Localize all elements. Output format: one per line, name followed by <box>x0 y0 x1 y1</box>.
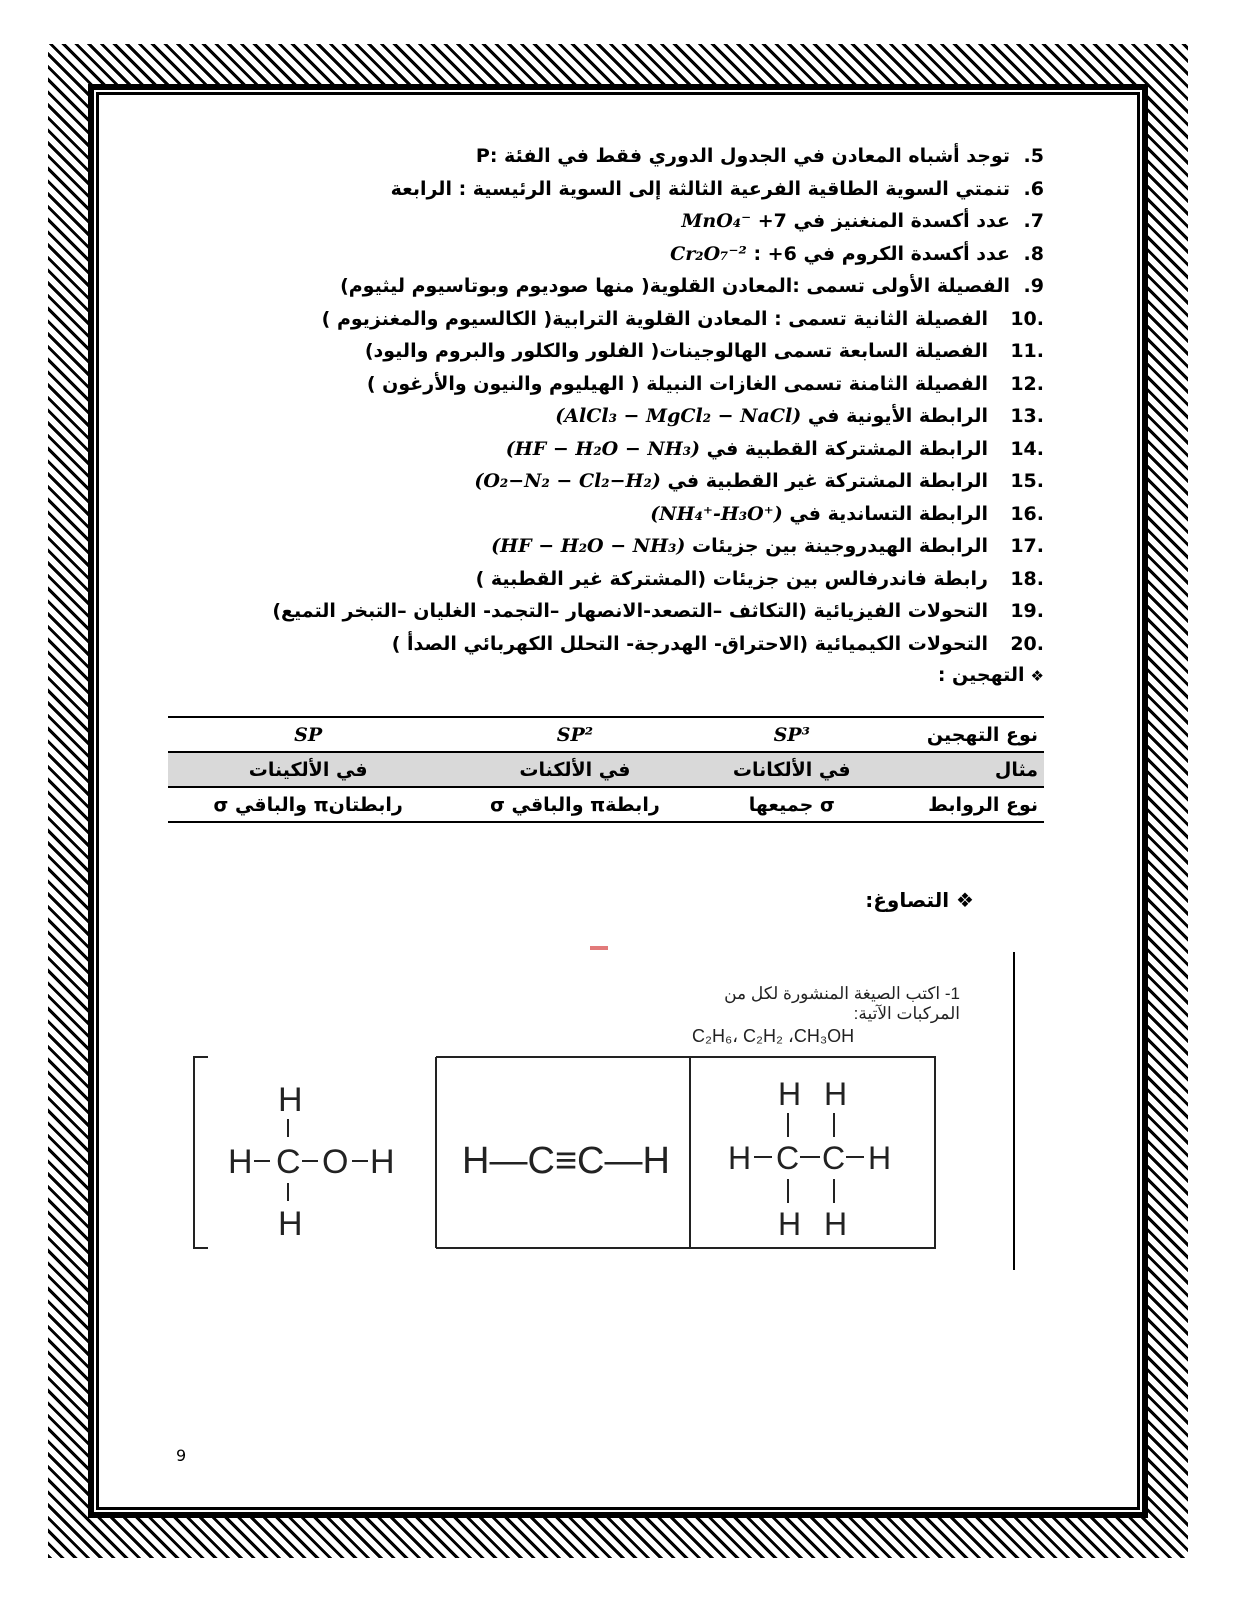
hybridization-heading: ❖التهجين : <box>937 664 1044 686</box>
list-item <box>170 400 1044 433</box>
item-number: 7. <box>1023 210 1044 232</box>
list-item <box>170 205 1044 238</box>
item-number: .17 <box>1010 535 1044 557</box>
item-formula: MnO₄⁻ <box>681 210 752 232</box>
structural-formulas <box>190 1055 936 1250</box>
item-formula: Cr₂O₇⁻² <box>670 242 747 265</box>
item-value: : +6 <box>753 242 797 265</box>
document-content <box>170 140 1044 691</box>
svg-text:O: O <box>322 1143 349 1181</box>
diamond-bullet-icon: ❖ <box>949 888 974 912</box>
methanol-structure <box>228 1081 395 1243</box>
svg-text:H: H <box>228 1143 253 1181</box>
item-formula: (HF − H₂O − NH₃) <box>491 535 686 557</box>
list-item <box>170 238 1044 271</box>
item-text: الرابطة المشتركة غير القطبية في <box>667 470 988 492</box>
svg-text:C: C <box>276 1143 301 1181</box>
item-number: .11 <box>1010 340 1044 362</box>
item-formula: (NH₄⁺-H₃O⁺) <box>650 502 783 525</box>
item-number: 9. <box>1023 275 1044 297</box>
table-row: نوع التهجين SP³ SP² SP <box>168 717 1044 752</box>
table-row: مثال في الألكانات في الألكنات في الألكينات <box>168 752 1044 787</box>
acetylene-structure: H—C≡C—H <box>462 1140 670 1182</box>
item-text: توجد أشباه المعادن في الجدول الدوري فقط في الفئة :P <box>475 145 1010 167</box>
svg-text:H: H <box>824 1206 848 1242</box>
item-number: 5. <box>1023 145 1044 167</box>
svg-text:H: H <box>278 1205 303 1243</box>
svg-text:H: H <box>824 1076 848 1112</box>
item-text: الرابطة الأيونية في <box>807 405 988 427</box>
svg-text:H: H <box>778 1206 802 1242</box>
list-item <box>170 595 1044 628</box>
list-item <box>170 465 1044 498</box>
svg-text:H: H <box>278 1081 303 1119</box>
item-text: التحولات الكيميائية (الاحتراق- الهدرجة- التحلل الكهربائي الصدأ ) <box>391 632 988 655</box>
item-formula: (HF − H₂O − NH₃) <box>505 437 700 460</box>
item-text: الفصيلة الأولى تسمى :المعادن القلوية( منها صوديوم وبوتاسيوم ليثيوم) <box>340 275 1010 297</box>
item-text: الفصيلة السابعة تسمى الهالوجينات( الفلور والكلور والبروم واليود) <box>364 340 988 362</box>
item-text: تنمتي السوية الطاقية الفرعية الثالثة إلى السوية الرئيسية : الرابعة <box>390 177 1010 200</box>
svg-text:H: H <box>868 1140 892 1176</box>
item-text: عدد أكسدة الكروم في <box>803 242 1010 265</box>
item-number: .19 <box>1010 600 1044 622</box>
item-text: الرابطة الهيدروجينة بين جزيئات <box>691 535 988 557</box>
item-value: +7 <box>757 210 787 232</box>
list-item <box>170 368 1044 401</box>
red-mark <box>590 946 608 950</box>
exercise-question: 1- اكتب الصيغة المنشورة لكل من المركبات الآتية: <box>724 984 960 1023</box>
svg-text:C: C <box>822 1140 846 1176</box>
vertical-rule <box>1013 952 1015 1270</box>
list-item <box>170 433 1044 466</box>
item-text: الرابطة المشتركة القطبية في <box>706 437 988 460</box>
item-number: .18 <box>1010 567 1044 590</box>
list-item <box>170 140 1044 173</box>
list-item <box>170 498 1044 531</box>
item-number: 8. <box>1023 242 1044 265</box>
item-formula: (AlCl₃ − MgCl₂ − NaCl) <box>555 405 802 427</box>
item-number: .10 <box>1010 307 1044 330</box>
list-item <box>170 563 1044 596</box>
list-item <box>170 335 1044 368</box>
item-number: .16 <box>1010 502 1044 525</box>
exercise-formulas: C₂H₆، C₂H₂ ،CH₃OH <box>692 1026 855 1046</box>
item-text: الفصيلة الثامنة تسمى الغازات النبيلة ( الهيليوم والنيون والأرغون ) <box>366 372 988 395</box>
item-number: 6. <box>1023 177 1044 200</box>
svg-text:C: C <box>776 1140 800 1176</box>
list-item <box>170 628 1044 661</box>
item-number: .13 <box>1010 405 1044 427</box>
item-number: .14 <box>1010 437 1044 460</box>
hybridization-table <box>168 716 1044 823</box>
list-item <box>170 303 1044 336</box>
page-number: 9 <box>176 1446 187 1465</box>
ethane-structure <box>728 1076 891 1242</box>
item-text: الفصيلة الثانية تسمى : المعادن القلوية الترابية( الكالسيوم والمغنزيوم ) <box>321 307 988 330</box>
table-row: نوع الروابط σ جميعها رابطةπ والباقي σ رابطتانπ والباقي σ <box>168 787 1044 822</box>
item-number: .12 <box>1010 372 1044 395</box>
facts-list <box>170 140 1044 660</box>
item-number: .20 <box>1010 632 1044 655</box>
svg-text:H: H <box>370 1143 395 1181</box>
item-text: عدد أكسدة المنغنيز في <box>793 210 1010 232</box>
list-item <box>170 173 1044 206</box>
list-item <box>170 530 1044 563</box>
list-item <box>170 270 1044 303</box>
item-text: التحولات الفيزيائية (التكاثف –التصعد-الانصهار –التجمد- الغليان –التبخر التميع) <box>272 600 988 622</box>
svg-text:H: H <box>728 1140 752 1176</box>
item-number: .15 <box>1010 470 1044 492</box>
resonance-heading: ❖ التصاوغ: <box>865 888 974 912</box>
diamond-bullet-icon: ❖ <box>1030 667 1044 685</box>
item-text: رابطة فاندرفالس بين جزيئات (المشتركة غير القطبية ) <box>475 567 988 590</box>
svg-text:H: H <box>778 1076 802 1112</box>
item-formula: (O₂−N₂ − Cl₂−H₂) <box>474 470 661 492</box>
item-text: الرابطة التساندية في <box>789 502 988 525</box>
